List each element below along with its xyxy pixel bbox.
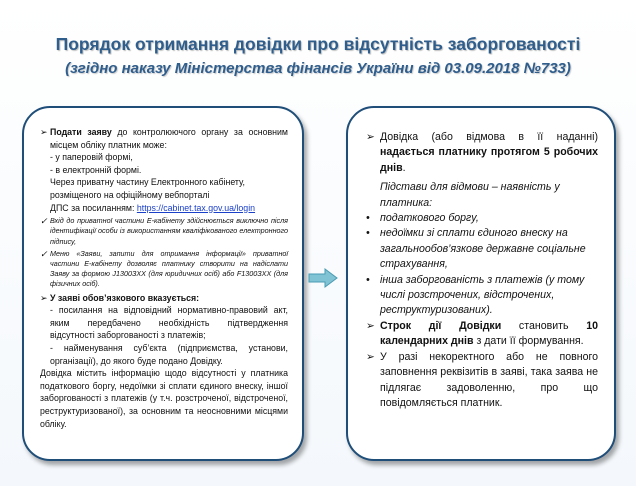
check-bullet-icon: ✓: [40, 248, 48, 259]
validity-item: [366, 319, 598, 350]
required-fields-item: [40, 292, 288, 305]
incorrect-filling-text: У разі некоректного або не повного заповнення реквізитів в заяві, така заява не підлягає задоволенню, про що повідомляється платник.: [380, 350, 598, 409]
validity-a: Строк дії Довідки: [380, 319, 502, 332]
incorrect-filling-item: [366, 350, 598, 412]
dot-bullet-icon: •: [366, 212, 370, 225]
response-term-c: .: [402, 161, 406, 174]
validity-c: 10 календарних днів: [380, 319, 598, 348]
paper-form-text: - у паперовій формі,: [50, 152, 133, 163]
response-term-a: Довідка (або відмова в її наданні): [380, 131, 598, 143]
refusal-ground-2: [366, 226, 598, 272]
note-menu-text: Меню «Заяви, запити для отримання інформації» приватної частини Е-кабінету дозволяє платнику створити на надіслати Заяву за формою J1300ЗXX (для юридичних осіб) або F1300ЗXX (для фізичних осіб).: [50, 248, 288, 289]
submit-application-text: до контролюючого органу за основним місцем обліку платник може:: [50, 127, 288, 150]
right-panel: [346, 106, 616, 461]
submit-application-lead: Подати заяву: [50, 127, 112, 137]
note-menu: [40, 249, 288, 290]
cabinet-text-3: [40, 202, 288, 215]
note-login-text: Вхід до приватної частини Е-кабінету здійснюється виключно після ідентифікації особи із використанням кваліфікованого електронного підпису,: [50, 216, 288, 246]
dot-bullet-icon: •: [366, 273, 370, 286]
cabinet-text-2: розміщеного на офіційному вебпорталі: [50, 189, 210, 200]
arrow-bullet-icon: ➢: [366, 319, 375, 332]
arrow-bullet-icon: ➢: [40, 127, 48, 137]
required-field-2: - найменування суб’єкта (підприємства, установи, організації), до якого буде подано Довідку.: [50, 342, 288, 366]
right-arrow-icon: [308, 268, 338, 288]
refusal-ground-3: [366, 273, 598, 319]
required-fields-lead: У заяві обов’язкового вказується:: [50, 292, 200, 303]
validity-b: становить: [501, 319, 587, 332]
validity-d: з дати її формування.: [473, 335, 584, 348]
arrow-bullet-icon: ➢: [366, 131, 375, 143]
response-term-b: надається платнику протягом 5 робочих днів: [380, 146, 598, 174]
response-term-item: [366, 130, 598, 176]
arrow-bullet-icon: ➢: [40, 292, 48, 303]
submit-application-item: [40, 126, 288, 151]
dot-bullet-icon: •: [366, 227, 370, 240]
refusal-ground-1: [366, 211, 598, 226]
refusal-ground-1-text: податкового боргу,: [380, 212, 479, 225]
cabinet-link[interactable]: https://cabinet.tax.gov.ua/login: [136, 202, 256, 213]
electronic-form-text: - в електронній формі.: [50, 164, 142, 175]
page-subtitle: (згідно наказу Міністерства фінансів України від 03.09.2018 №733): [65, 60, 571, 77]
refusal-grounds-title: Підстави для відмови – наявність у платника:: [380, 181, 560, 209]
required-field-1: - посилання на відповідний нормативно-правовий акт, яким передбачено необхідність підтвердження відсутності заборгованості з платежів;: [50, 305, 288, 341]
refusal-ground-2-text: недоїмки зі сплати єдиного внеску на загальнообов’язкове державне соціальне страхування,: [380, 227, 586, 271]
left-panel: [22, 106, 304, 461]
summary-text: Довідка містить інформацію щодо відсутності у платника податкового боргу, недоїмки зі сплати єдиного внеску, іншої заборгованості з платежів (у т.ч. розстроченої, відстроченої, реструктуризованої), за основним та неосновними місцями обліку.: [40, 368, 288, 429]
arrow-bullet-icon: ➢: [366, 350, 375, 363]
check-bullet-icon: ✓: [40, 216, 48, 227]
page-title: Порядок отримання довідки про відсутність заборгованості: [55, 34, 581, 54]
cabinet-text-1: Через приватну частину Електронного кабінету,: [50, 177, 246, 188]
cabinet-link-prefix: ДПС за посиланням:: [50, 202, 137, 213]
note-login: [40, 216, 288, 247]
refusal-ground-3-text: інша заборгованість з платежів (у тому числі розстрочених, відстрочених, реструктуризованих).: [380, 273, 585, 317]
